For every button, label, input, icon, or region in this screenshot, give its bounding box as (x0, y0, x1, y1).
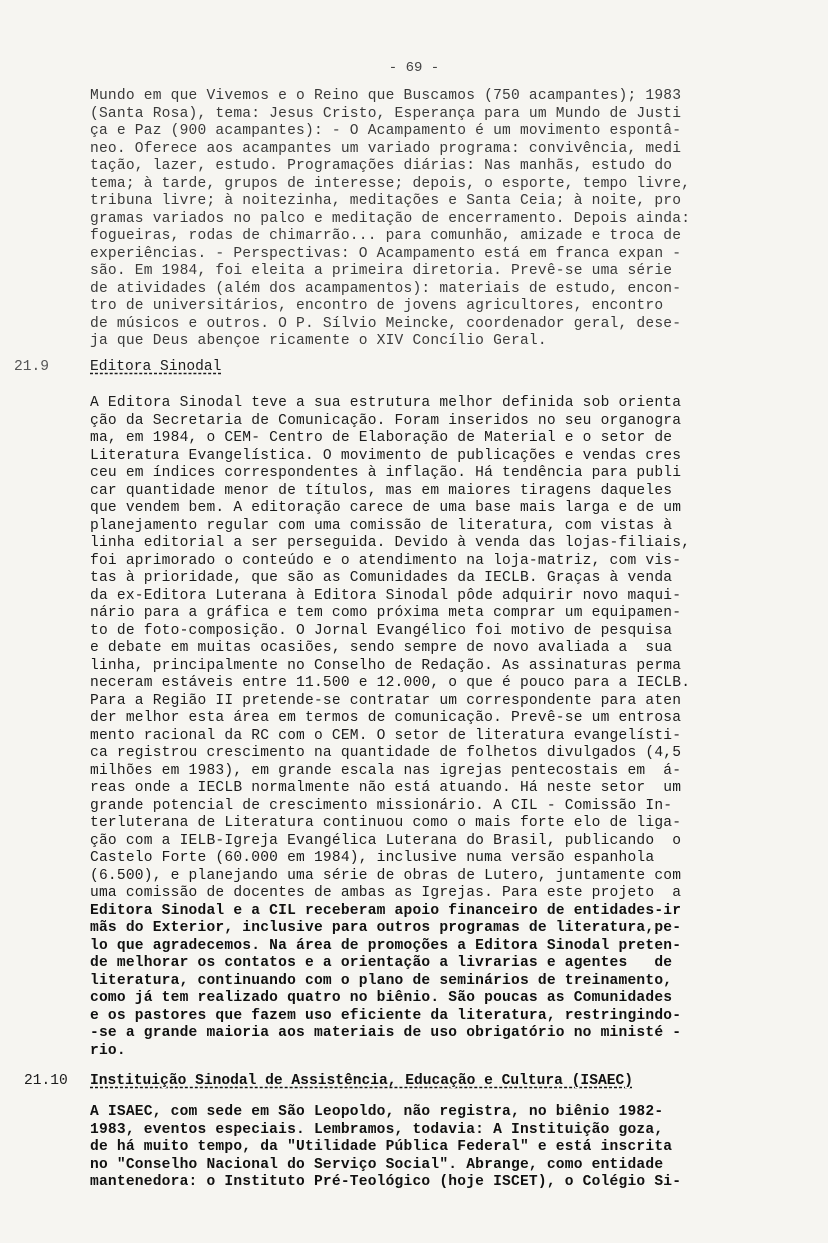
text-line: experiências. - Perspectivas: O Acampamento está em franca expan - (90, 245, 682, 262)
text-line: grande potencial de crescimento missionário. A CIL - Comissão In- (90, 797, 673, 814)
text-line: reas onde a IECLB normalmente não está atuando. Há neste setor um (90, 780, 682, 796)
text-line: A Editora Sinodal teve a sua estrutura melhor definida sob orienta (90, 395, 682, 411)
text-line: milhões em 1983), em grande escala nas igrejas pentecostais em á- (90, 762, 682, 779)
text-line: neceram estáveis entre 11.500 e 12.000, o que é pouco para a IECLB. (90, 675, 691, 691)
text-line: ma, em 1984, o CEM- Centro de Elaboração de Material e o setor de (90, 430, 673, 446)
text-line: (6.500), e planejando uma série de obras de Lutero, juntamente com (90, 867, 682, 884)
text-line: Literatura Evangelística. O movimento de publicações e vendas cres (90, 447, 682, 464)
text-line: Editora Sinodal e a CIL receberam apoio financeiro de entidades-ir (90, 902, 682, 919)
text-line: nário para a gráfica e tem como próxima meta comprar um equipamen- (90, 605, 682, 621)
text-line: rio. (90, 1042, 126, 1059)
text-line: mento racional da RC com o CEM. O setor de literatura evangelísti- (90, 727, 682, 744)
text-line: ção da Secretaria de Comunicação. Foram inseridos no seu organogra (90, 412, 682, 429)
text-line: tas à prioridade, que são as Comunidades da IECLB. Graças à venda (90, 570, 673, 586)
page-number: - 69 - (388, 60, 440, 76)
text-line: lo que agradecemos. Na área de promoções a Editora Sinodal preten- (90, 937, 682, 954)
text-line: literatura, continuando com o plano de seminários de treinamento, (90, 972, 673, 989)
text-line: tro de universitários, encontro de jovens agricultores, encontro (90, 298, 664, 314)
text-line: to de foto-composição. O Jornal Evangélico foi motivo de pesquisa (90, 622, 673, 639)
text-line: no "Conselho Nacional do Serviço Social". Abrange, como entidade (90, 1156, 664, 1173)
text-line: tação, lazer, estudo. Programações diárias: Nas manhãs, estudo do (90, 158, 673, 174)
text-line: car quantidade menor de títulos, mas em maiores tiragens daqueles (90, 482, 673, 499)
section-number: 21.10 (24, 1073, 68, 1089)
text-line: -se a grande maioria aos materiais de uso obrigatório no ministé - (90, 1025, 682, 1041)
text-line: tribuna livre; à noitezinha, meditações e Santa Ceia; à noite, pro (90, 193, 682, 209)
text-line: ça e Paz (900 acampantes): - O Acampamento é um movimento espontâ- (90, 123, 682, 139)
intro-paragraph (90, 88, 690, 351)
text-line: que vendem bem. A editoração carece de uma base mais larga e de um (90, 500, 682, 516)
text-line: fogueiras, rodas de chimarrão... para comunhão, amizade e troca de (90, 228, 682, 244)
text-line: mãs do Exterior, inclusive para outros programas de literatura,pe- (90, 920, 682, 936)
text-line: ja que Deus abençoe ricamente o XIV Concílio Geral. (90, 333, 547, 349)
text-line: e os pastores que fazem uso eficiente da literatura, restringindo- (90, 1007, 682, 1024)
section-number: 21.9 (14, 359, 50, 375)
text-line: como já tem realizado quatro no biênio. São poucas as Comunidades (90, 990, 673, 1006)
section-body (90, 1104, 681, 1192)
section-body (90, 395, 690, 1060)
text-line: de há muito tempo, da "Utilidade Pública Federal" e está inscrita (90, 1139, 673, 1155)
section-title: Editora Sinodal (90, 359, 222, 375)
text-line: são. Em 1984, foi eleita a primeira diretoria. Prevê-se uma série (90, 263, 673, 279)
text-line: Mundo em que Vivemos e o Reino que Buscamos (750 acampantes); 1983 (90, 88, 682, 104)
text-line: 1983, eventos especiais. Lembramos, todavia: A Instituição goza, (90, 1121, 664, 1138)
text-line: planejamento regular com uma comissão de literatura, com vistas à (90, 517, 673, 534)
text-line: der melhor esta área em termos de comunicação. Prevê-se um entrosa (90, 710, 682, 726)
text-line: de atividades (além dos acampamentos): materiais de estudo, encon- (90, 280, 682, 297)
text-line: (Santa Rosa), tema: Jesus Cristo, Esperança para um Mundo de Justi (90, 105, 682, 122)
text-line: uma comissão de docentes de ambas as Igrejas. Para este projeto a (90, 885, 682, 901)
text-line: linha editorial a ser perseguida. Devido à venda das lojas-filiais, (90, 535, 691, 551)
text-line: da ex-Editora Luterana à Editora Sinodal pôde adquirir novo maqui- (90, 587, 682, 604)
text-line: Para a Região II pretende-se contratar um correspondente para aten (90, 692, 682, 709)
text-line: A ISAEC, com sede em São Leopoldo, não registra, no biênio 1982- (90, 1104, 664, 1120)
text-line: de músicos e outros. O P. Sílvio Meincke, coordenador geral, dese- (90, 315, 682, 332)
text-line: neo. Oferece aos acampantes um variado programa: convivência, medi (90, 140, 682, 157)
text-line: foi aprimorado o conteúdo e o atendimento na loja-matriz, com vis- (90, 552, 682, 569)
text-line: tema; à tarde, grupos de interesse; depois, o esporte, tempo livre, (90, 175, 691, 192)
text-line: e debate em muitas ocasiões, sendo sempre de novo avaliada a sua (90, 640, 673, 656)
text-line: ca registrou crescimento na quantidade de folhetos divulgados (4,5 (90, 745, 682, 761)
text-line: gramas variados no palco e meditação de encerramento. Depois ainda: (90, 210, 691, 227)
section-title: Instituição Sinodal de Assistência, Educação e Cultura (ISAEC) (90, 1073, 633, 1089)
text-line: ceu em índices correspondentes à inflação. Há tendência para publi (90, 465, 682, 481)
text-line: de melhorar os contatos e a orientação a livrarias e agentes de (90, 955, 673, 971)
text-line: mantenedora: o Instituto Pré-Teológico (hoje ISCET), o Colégio Si- (90, 1174, 682, 1190)
text-line: terluterana de Literatura continuou como o mais forte elo de liga- (90, 815, 682, 831)
text-line: Castelo Forte (60.000 em 1984), inclusive numa versão espanhola (90, 850, 655, 866)
text-line: ção com a IELB-Igreja Evangélica Luterana do Brasil, publicando o (90, 832, 682, 849)
text-line: linha, principalmente no Conselho de Redação. As assinaturas perma (90, 657, 682, 674)
